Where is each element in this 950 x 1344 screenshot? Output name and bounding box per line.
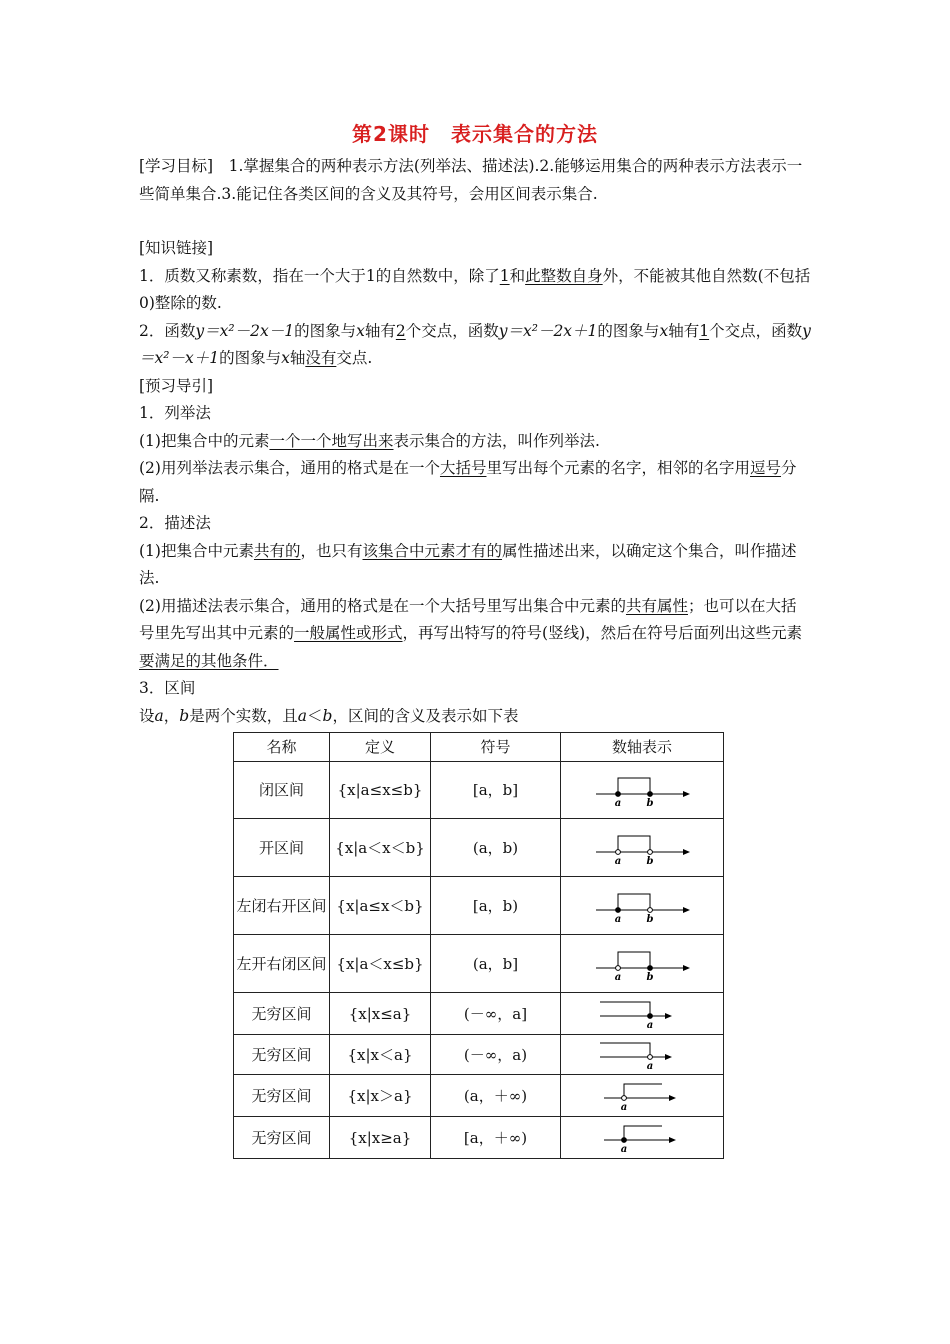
- header-number-line: 数轴表示: [561, 733, 724, 762]
- number-line-open: [592, 828, 692, 868]
- number-line-cell: [561, 1035, 724, 1075]
- axis-label: a: [614, 971, 622, 983]
- table-header-row: [234, 733, 724, 762]
- ray-bracket: [600, 1002, 650, 1016]
- closed-endpoint: [648, 1013, 653, 1018]
- interval-name: 左开右闭区间: [234, 935, 330, 993]
- header-definition: 定义: [330, 733, 431, 762]
- interval-name: 无穷区间: [234, 1117, 330, 1159]
- axis-arrow: [665, 1054, 672, 1060]
- number-line-ray-left-closed: [592, 996, 692, 1032]
- number-line-closed: [592, 770, 692, 810]
- axis-arrow: [683, 849, 690, 855]
- interval-name: 无穷区间: [234, 1075, 330, 1117]
- table-row: [234, 1075, 724, 1117]
- table-row: [234, 1035, 724, 1075]
- axis-arrow: [669, 1137, 676, 1143]
- interval-name: 闭区间: [234, 762, 330, 819]
- number-line-ray-left-open: [592, 1037, 692, 1073]
- number-line-cell: [561, 993, 724, 1035]
- header-name: 名称: [234, 733, 330, 762]
- axis-label: a: [646, 1019, 654, 1031]
- axis-arrow: [683, 965, 690, 971]
- table-row: [234, 819, 724, 877]
- number-line-left-closed-right-open: [592, 886, 692, 926]
- axis-label: b: [646, 855, 654, 867]
- section-heading-interval: 3．区间: [139, 679, 196, 697]
- axis-label: a: [646, 1060, 654, 1072]
- axis-arrow: [665, 1013, 672, 1019]
- ray-bracket: [600, 1043, 650, 1057]
- table-row: [234, 762, 724, 819]
- learning-objectives: [139, 153, 811, 208]
- interval-bracket: [618, 952, 650, 968]
- interval-definition: {x|x＞a}: [330, 1075, 431, 1117]
- interval-name: 无穷区间: [234, 1035, 330, 1075]
- interval-definition: {x|x≤a}: [330, 993, 431, 1035]
- axis-label: b: [646, 798, 654, 809]
- interval-symbol: [a，b): [431, 877, 561, 935]
- open-endpoint: [616, 849, 621, 854]
- document-page: [139, 118, 811, 1159]
- number-line-cell: [561, 762, 724, 819]
- closed-endpoint: [616, 792, 621, 797]
- page-title: 第2课时 表示集合的方法: [352, 122, 598, 146]
- open-endpoint: [648, 1054, 653, 1059]
- interval-name: 开区间: [234, 819, 330, 877]
- ray-bracket: [624, 1126, 662, 1140]
- interval-table: [233, 732, 724, 1159]
- interval-symbol: (－∞，a]: [431, 993, 561, 1035]
- enumeration-para-1: (1)把集合中的元素一个一个地写出来表示集合的方法，叫作列举法.: [139, 431, 600, 450]
- interval-definition: {x|x＜a}: [330, 1035, 431, 1075]
- axis-arrow: [669, 1095, 676, 1101]
- interval-name: 左闭右开区间: [234, 877, 330, 935]
- open-endpoint: [622, 1095, 627, 1100]
- interval-symbol: (a，＋∞): [431, 1075, 561, 1117]
- interval-bracket: [618, 894, 650, 910]
- open-endpoint: [648, 907, 653, 912]
- table-row: [234, 877, 724, 935]
- knowledge-item-1: 1．质数又称素数，指在一个大于1的自然数中，除了1和此整数自身外，不能被其他自然数(不包括0)整除的数.: [139, 266, 811, 312]
- interval-symbol: [a，b]: [431, 762, 561, 819]
- closed-endpoint: [616, 907, 621, 912]
- interval-symbol: (a，b): [431, 819, 561, 877]
- open-endpoint: [648, 849, 653, 854]
- interval-definition: {x|a≤x≤b}: [330, 762, 431, 819]
- interval-symbol: [a，＋∞): [431, 1117, 561, 1159]
- interval-definition: {x|a＜x＜b}: [330, 819, 431, 877]
- objectives-text: 1.掌握集合的两种表示方法(列举法、描述法).2.能够运用集合的两种表示方法表示一些简单集合.3.能记住各类区间的含义及其符号，会用区间表示集合.: [139, 157, 803, 203]
- number-line-cell: [561, 935, 724, 993]
- interval-bracket: [618, 778, 650, 794]
- interval-definition: {x|a＜x≤b}: [330, 935, 431, 993]
- header-symbol: 符号: [431, 733, 561, 762]
- axis-arrow: [683, 907, 690, 913]
- table-row: [234, 993, 724, 1035]
- interval-definition: {x|x≥a}: [330, 1117, 431, 1159]
- number-line-ray-right-closed: [592, 1120, 692, 1156]
- objectives-tag: [学习目标]: [139, 157, 214, 175]
- description-para-1: (1)把集合中元素共有的，也只有该集合中元素才有的属性描述出来，以确定这个集合，叫作描述法.: [139, 541, 797, 587]
- table-row: [234, 935, 724, 993]
- enumeration-para-2: (2)用列举法表示集合，通用的格式是在一个大括号里写出每个元素的名字，相邻的名字用逗号分隔.: [139, 459, 797, 505]
- interval-intro: 设a，b是两个实数，且a＜b，区间的含义及表示如下表: [139, 706, 519, 725]
- closed-endpoint: [622, 1137, 627, 1142]
- open-endpoint: [616, 965, 621, 970]
- axis-label: a: [614, 855, 622, 867]
- number-line-ray-right-open: [592, 1078, 692, 1114]
- knowledge-item-2: 2．函数y＝x²－2x－1的图象与x轴有2个交点，函数y＝x²－2x＋1的图象与x轴有1个交点，函数y＝x²－x＋1的图象与x轴没有交点.: [139, 321, 811, 367]
- interval-name: 无穷区间: [234, 993, 330, 1035]
- axis-label: a: [620, 1143, 628, 1155]
- preview-tag: [预习导引]: [139, 376, 214, 395]
- closed-endpoint: [648, 965, 653, 970]
- axis-arrow: [683, 791, 690, 797]
- number-line-cell: [561, 1075, 724, 1117]
- ray-bracket: [624, 1084, 662, 1098]
- closed-endpoint: [648, 792, 653, 797]
- number-line-cell: [561, 819, 724, 877]
- knowledge-tag: [知识链接]: [139, 239, 214, 257]
- axis-label: b: [646, 971, 654, 983]
- interval-symbol: (a，b]: [431, 935, 561, 993]
- table-row: [234, 1117, 724, 1159]
- axis-label: a: [620, 1101, 628, 1113]
- interval-definition: {x|a≤x＜b}: [330, 877, 431, 935]
- section-heading-description: 2．描述法: [139, 514, 211, 532]
- axis-label: b: [646, 913, 654, 925]
- number-line-left-open-right-closed: [592, 944, 692, 984]
- interval-bracket: [618, 836, 650, 852]
- number-line-cell: [561, 877, 724, 935]
- section-heading-enumeration: 1．列举法: [139, 404, 211, 422]
- description-para-2: (2)用描述法表示集合，通用的格式是在一个大括号里写出集合中元素的共有属性；也可以在大括号里先写出其中元素的一般属性或形式，再写出特写的符号(竖线)，然后在符号后面列出这些元素要满足的其他条件．: [139, 596, 803, 670]
- axis-label: a: [614, 798, 622, 809]
- number-line-cell: [561, 1117, 724, 1159]
- axis-label: a: [614, 913, 622, 925]
- interval-symbol: (－∞，a): [431, 1035, 561, 1075]
